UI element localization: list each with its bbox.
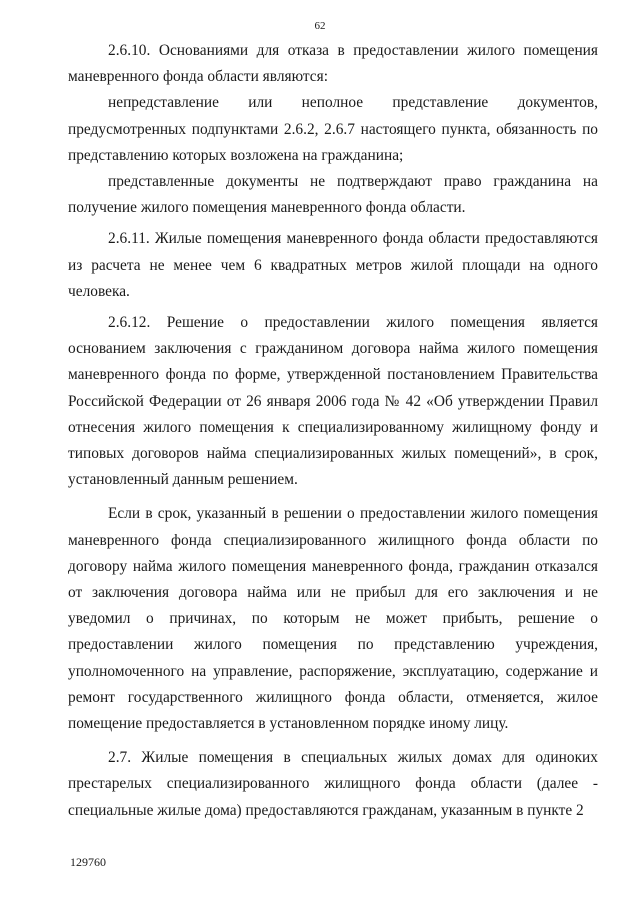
document-body: [68, 38, 598, 824]
paragraph-refusal-ground-2: представленные документы не подтверждают право гражданина на получение жилого помещения маневренного фонда области.: [68, 173, 598, 217]
paragraph-2-6-12: 2.6.12. Решение о предоставлении жилого помещения является основанием заключения с гражданином договора найма жилого помещения маневренного фонда по форме, утвержденной постановлением Правительства Российской Федерации от 26 января 2006 года № 42 «Об утверждении Правил отнесения жилого помещения к специализированному жилищному фонду и типовых договоров найма специализированных жилых помещений», в срок, установленный данным решением.: [68, 314, 598, 489]
paragraph-refusal-conditions: Если в срок, указанный в решении о предоставлении жилого помещения маневренного фонда специализированного жилищного фонда области по договору найма жилого помещения маневренного фонда, гражданин отказался от заключения договора найма или не прибыл для его заключения и не уведомил о причинах, по которым не может прибыть, решение о предоставлении жилого помещения по представлению учреждения, уполномоченного на управление, распоряжение, эксплуатацию, содержание и ремонт государственного жилищного фонда области, отменяется, жилое помещение предоставляется в установленном порядке иному лицу.: [68, 505, 598, 733]
paragraph-2-7: 2.7. Жилые помещения в специальных жилых домах для одиноких престарелых специализированного жилищного фонда области (далее - специальные жилые дома) предоставляются гражданам, указанным в пункте 2: [68, 749, 598, 819]
paragraph-refusal-ground-1: непредставление или неполное представление документов, предусмотренных подпунктами 2.6.2, 2.6.7 настоящего пункта, обязанность по представлению которых возложена на гражданина;: [68, 94, 598, 164]
page-number: 62: [314, 20, 326, 32]
paragraph-2-6-11: 2.6.11. Жилые помещения маневренного фонда области предоставляются из расчета не менее чем 6 квадратных метров жилой площади на одного человека.: [68, 230, 598, 300]
paragraph-2-6-10: 2.6.10. Основаниями для отказа в предоставлении жилого помещения маневренного фонда области являются:: [68, 42, 598, 86]
document-code: 129760: [70, 855, 106, 869]
